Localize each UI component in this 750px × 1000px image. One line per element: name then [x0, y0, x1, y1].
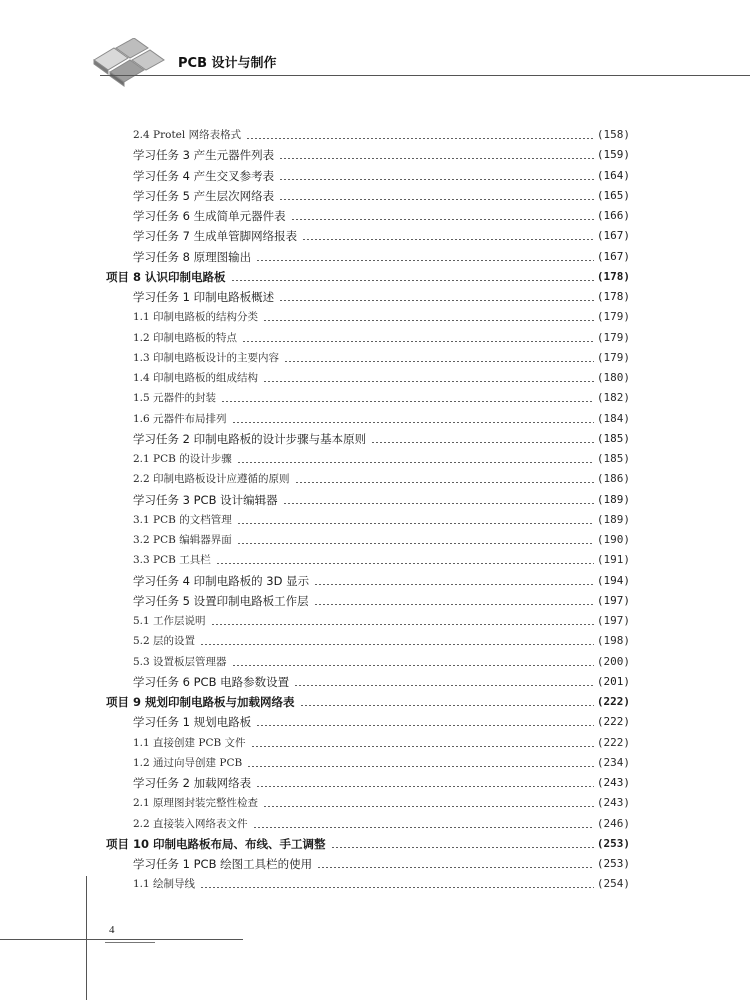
- toc-project-entry[interactable]: [106, 831, 630, 851]
- toc-entry-title: 1.4 印制电路板的组成结构: [133, 372, 259, 384]
- toc-page-number: (234): [596, 755, 630, 769]
- toc-entry-title: 项目 8 认识印制电路板: [106, 269, 226, 284]
- toc-entry-title: 1.1 印制电路板的结构分类: [133, 311, 259, 324]
- toc-section-entry[interactable]: [133, 750, 630, 770]
- toc-dot-leader: [232, 422, 594, 423]
- toc-entry-title: 3.3 PCB 工具栏: [133, 554, 211, 567]
- toc-task-entry[interactable]: [133, 426, 630, 446]
- toc-dot-leader: [279, 199, 594, 200]
- page-number: 4: [109, 924, 115, 936]
- toc-entry-title: 1.2 通过向导创建 PCB: [133, 756, 243, 769]
- toc-entry-title: 1.5 元器件的封装: [133, 392, 217, 405]
- toc-page-number: (179): [596, 310, 630, 324]
- toc-entry-title: 1.2 印制电路板的特点: [133, 331, 238, 344]
- toc-page-number: (166): [596, 209, 630, 222]
- toc-dot-leader: [251, 746, 594, 747]
- toc-dot-leader: [279, 158, 594, 159]
- toc-dot-leader: [242, 341, 594, 342]
- toc-page-number: (164): [596, 168, 630, 182]
- toc-entry-title: 5.2 层的设置: [133, 635, 196, 648]
- toc-section-entry[interactable]: [133, 446, 630, 466]
- toc-entry-title: 3.1 PCB 的文档管理: [133, 513, 232, 526]
- toc-task-entry[interactable]: [133, 770, 630, 790]
- toc-dot-leader: [300, 705, 594, 706]
- toc-page-number: (165): [596, 188, 630, 202]
- toc-entry-title: 学习任务 3 PCB 设计编辑器: [133, 492, 278, 507]
- toc-dot-leader: [302, 239, 594, 240]
- toc-entry-title: 学习任务 2 印制电路板的设计步骤与基本原则: [133, 431, 367, 446]
- toc-entry-title: 项目 10 印制电路板布局、布线、手工调整: [106, 836, 326, 851]
- toc-section-entry[interactable]: [133, 365, 630, 385]
- toc-dot-leader: [371, 442, 594, 443]
- footer-short-rule: [105, 942, 155, 943]
- toc-page-number: (182): [596, 391, 630, 405]
- toc-section-entry[interactable]: [133, 385, 630, 405]
- toc-dot-leader: [291, 219, 594, 220]
- toc-dot-leader: [256, 786, 594, 787]
- toc-dot-leader: [247, 766, 594, 767]
- toc-section-entry[interactable]: [133, 547, 630, 567]
- toc-dot-leader: [317, 867, 594, 868]
- toc-page-number: (178): [596, 269, 630, 283]
- toc-section-entry[interactable]: [133, 406, 630, 426]
- toc-dot-leader: [284, 361, 594, 362]
- toc-dot-leader: [279, 179, 594, 180]
- toc-section-entry[interactable]: [133, 811, 630, 831]
- toc-page-number: (222): [596, 715, 630, 729]
- toc-task-entry[interactable]: [133, 588, 630, 608]
- footer-vertical-rule: [86, 876, 87, 1000]
- toc-entry-title: 学习任务 4 产生交叉参考表: [133, 168, 275, 183]
- toc-dot-leader: [232, 665, 594, 666]
- toc-entry-title: 学习任务 1 规划电路板: [133, 715, 252, 730]
- toc-page-number: (158): [596, 128, 630, 141]
- toc-page-number: (186): [596, 472, 630, 486]
- toc-page-number: (254): [596, 877, 630, 891]
- toc-section-entry[interactable]: [133, 730, 630, 750]
- toc-page-number: (197): [596, 593, 630, 607]
- toc-task-entry[interactable]: [133, 568, 630, 588]
- toc-entry-title: 学习任务 4 印制电路板的 3D 显示: [133, 573, 310, 588]
- toc-dot-leader: [256, 725, 594, 726]
- toc-page-number: (222): [596, 735, 630, 749]
- toc-dot-leader: [331, 847, 594, 848]
- toc-dot-leader: [231, 280, 594, 281]
- footer-horizontal-rule: [0, 939, 243, 940]
- toc-dot-leader: [314, 584, 594, 585]
- toc-entry-title: 学习任务 2 加载网络表: [133, 776, 252, 790]
- toc-page-number: (253): [596, 857, 630, 870]
- stacked-squares-logo-icon: [88, 38, 176, 100]
- toc-project-entry[interactable]: [106, 264, 630, 284]
- toc-section-entry[interactable]: [133, 608, 630, 628]
- toc-project-entry[interactable]: [106, 689, 630, 709]
- toc-task-entry[interactable]: [133, 142, 630, 162]
- toc-entry-title: 1.6 元器件布局排列: [133, 412, 227, 425]
- toc-entry-title: 学习任务 1 印制电路板概述: [133, 290, 275, 304]
- toc-page-number: (179): [596, 330, 630, 344]
- toc-page-number: (246): [596, 816, 630, 830]
- toc-entry-title: 3.2 PCB 编辑器界面: [133, 534, 232, 546]
- toc-task-entry[interactable]: [133, 183, 630, 203]
- toc-page-number: (201): [596, 674, 630, 688]
- toc-page-number: (191): [596, 553, 630, 567]
- toc-page-number: (222): [596, 695, 630, 708]
- toc-page-number: (185): [596, 452, 630, 465]
- toc-entry-title: 学习任务 3 产生元器件列表: [133, 148, 275, 163]
- toc-section-entry[interactable]: [133, 304, 630, 324]
- toc-dot-leader: [283, 503, 594, 504]
- toc-entry-title: 学习任务 6 PCB 电路参数设置: [133, 674, 290, 689]
- toc-task-entry[interactable]: [133, 163, 630, 183]
- toc-page-number: (167): [596, 249, 630, 263]
- toc-page-number: (180): [596, 371, 630, 384]
- toc-task-entry[interactable]: [133, 284, 630, 304]
- toc-dot-leader: [246, 138, 594, 139]
- toc-entry-title: 2.2 印制电路板设计应遵循的原则: [133, 473, 290, 486]
- toc-entry-title: 5.3 设置板层管理器: [133, 655, 227, 668]
- toc-dot-leader: [200, 644, 594, 645]
- toc-dot-leader: [256, 260, 594, 261]
- toc-entry-title: 2.1 PCB 的设计步骤: [133, 453, 232, 465]
- toc-dot-leader: [216, 563, 594, 564]
- toc-entry-title: 学习任务 5 产生层次网络表: [133, 188, 275, 203]
- toc-entry-title: 项目 9 规划印制电路板与加载网络表: [106, 695, 295, 709]
- toc-dot-leader: [279, 300, 594, 301]
- toc-entry-title: 学习任务 8 原理图输出: [133, 249, 252, 264]
- toc-dot-leader: [237, 543, 594, 544]
- toc-entry-title: 2.4 Protel 网络表格式: [133, 129, 242, 141]
- toc-entry-title: 2.1 原理图封装完整性检查: [133, 797, 259, 810]
- toc-dot-leader: [253, 827, 594, 828]
- toc-section-entry[interactable]: [133, 507, 630, 527]
- toc-entry-title: 学习任务 6 生成简单元器件表: [133, 209, 286, 223]
- toc-entry-title: 1.1 直接创建 PCB 文件: [133, 736, 246, 749]
- toc-task-entry[interactable]: [133, 669, 630, 689]
- toc-page-number: (184): [596, 411, 630, 425]
- toc-dot-leader: [294, 685, 594, 686]
- toc-page-number: (243): [596, 796, 630, 810]
- toc-task-entry[interactable]: [133, 244, 630, 264]
- toc-page-number: (179): [596, 350, 630, 364]
- toc-page-number: (198): [596, 634, 630, 648]
- toc-task-entry[interactable]: [133, 487, 630, 507]
- toc-section-entry[interactable]: [133, 466, 630, 486]
- header-rule: [100, 75, 750, 76]
- toc-page-number: (253): [596, 836, 630, 850]
- toc-entry-title: 1.3 印制电路板设计的主要内容: [133, 351, 280, 364]
- toc-section-entry[interactable]: [133, 628, 630, 648]
- toc-section-entry[interactable]: [133, 649, 630, 669]
- toc-section-entry[interactable]: [133, 871, 630, 891]
- toc-dot-leader: [237, 523, 594, 524]
- toc-entry-title: 学习任务 7 生成单管脚网络报表: [133, 229, 298, 244]
- toc-page-number: (178): [596, 290, 630, 303]
- toc-page-number: (190): [596, 533, 630, 546]
- toc-entry-title: 学习任务 5 设置印制电路板工作层: [133, 593, 309, 608]
- toc-page-number: (189): [596, 512, 630, 526]
- toc-dot-leader: [263, 806, 594, 807]
- toc-dot-leader: [314, 604, 594, 605]
- toc-page-number: (167): [596, 229, 630, 243]
- toc-dot-leader: [263, 320, 594, 321]
- toc-dot-leader: [237, 462, 594, 463]
- toc-page-number: (185): [596, 431, 630, 445]
- toc-entry-title: 1.1 绘制导线: [133, 878, 196, 891]
- toc-section-entry[interactable]: [133, 790, 630, 810]
- toc-page-number: (197): [596, 614, 630, 627]
- toc-section-entry[interactable]: [133, 325, 630, 345]
- toc-entry-title: 2.2 直接装入网络表文件: [133, 817, 248, 830]
- toc-dot-leader: [295, 482, 594, 483]
- toc-page-number: (200): [596, 654, 630, 668]
- toc-page-number: (159): [596, 148, 630, 162]
- toc-entry-title: 学习任务 1 PCB 绘图工具栏的使用: [133, 857, 313, 871]
- toc-task-entry[interactable]: [133, 851, 630, 871]
- toc-section-entry[interactable]: [133, 345, 630, 365]
- toc-task-entry[interactable]: [133, 709, 630, 729]
- toc-dot-leader: [221, 401, 594, 402]
- toc-page-number: (189): [596, 492, 630, 506]
- toc-page-number: (194): [596, 573, 630, 587]
- toc-dot-leader: [211, 624, 594, 625]
- toc-task-entry[interactable]: [133, 223, 630, 243]
- toc-section-entry[interactable]: [133, 122, 630, 142]
- toc-dot-leader: [263, 381, 594, 382]
- toc-section-entry[interactable]: [133, 527, 630, 547]
- toc-dot-leader: [200, 887, 594, 888]
- toc-task-entry[interactable]: [133, 203, 630, 223]
- toc-entry-title: 5.1 工作层说明: [133, 615, 206, 627]
- running-header-title: PCB 设计与制作: [178, 56, 277, 71]
- toc-page-number: (243): [596, 776, 630, 789]
